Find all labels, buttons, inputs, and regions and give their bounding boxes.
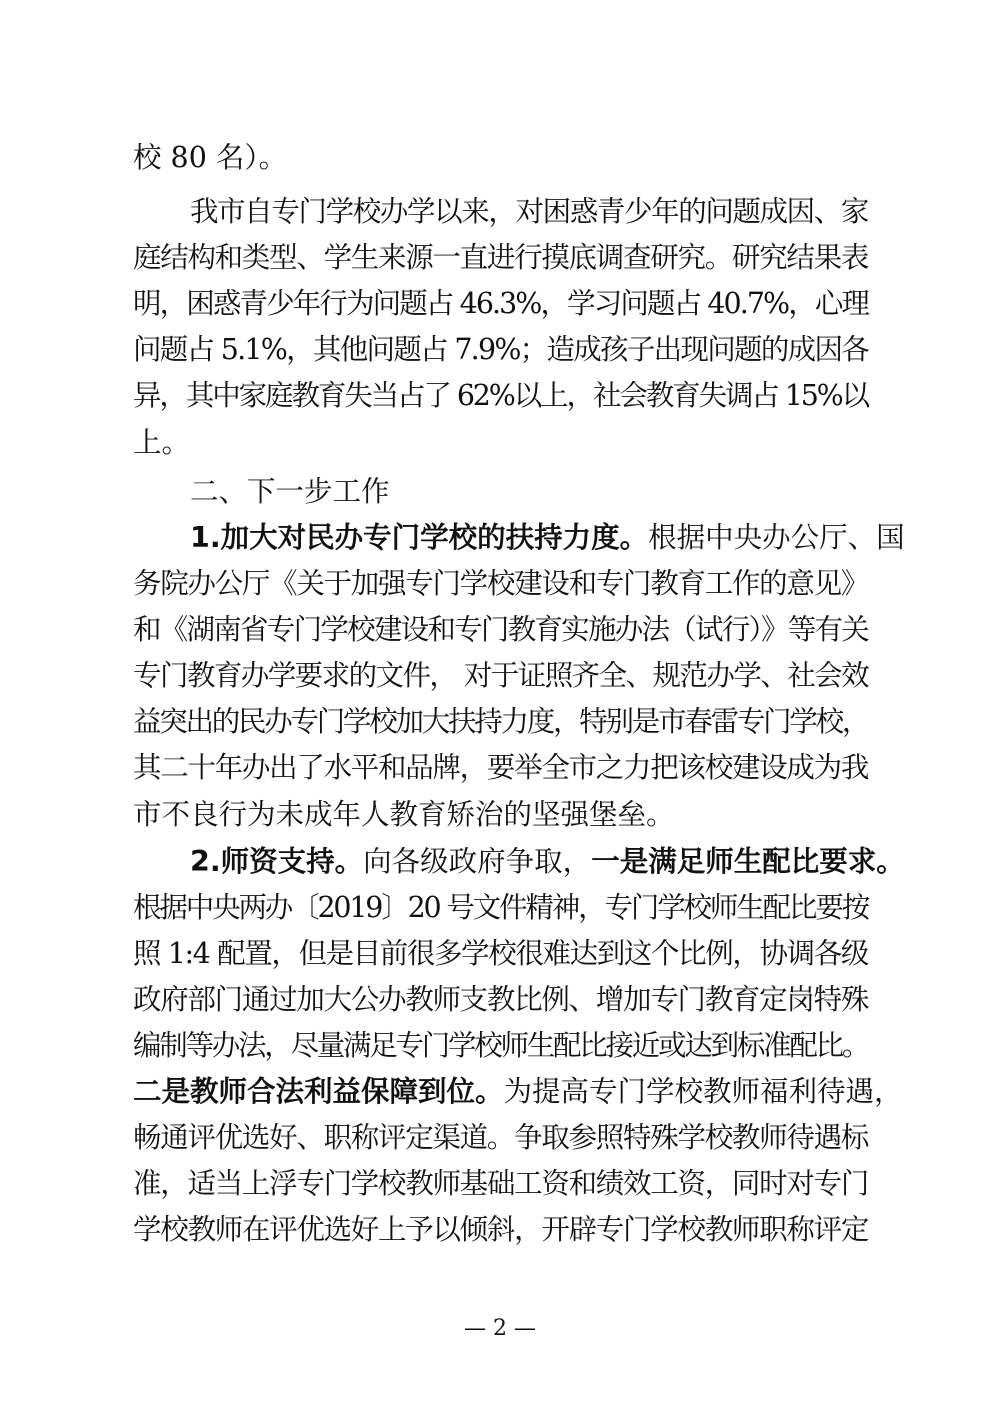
text-span: 我市自专门学校办学以来，对困惑青少年的问题成因、家 <box>190 195 868 228</box>
paragraph-line <box>133 1072 903 1112</box>
heading-text: 二、下一步工作 <box>190 475 390 508</box>
paragraph-line <box>133 564 868 604</box>
text-span: 市不良行为未成年人教育矫治的坚强堡垒。 <box>133 798 675 831</box>
paragraph-line <box>133 330 868 370</box>
text-span: 学校教师在评优选好上予以倾斜，开辟专门学校教师职称评定 <box>133 1213 868 1246</box>
paragraph-line <box>133 795 868 835</box>
page-number: — 2 — <box>464 1316 536 1341</box>
paragraph-line <box>190 192 868 232</box>
text-span: 为提高专门学校教师福利待遇， <box>503 1075 903 1108</box>
paragraph-line <box>190 842 905 882</box>
text-span: 向各级政府争取， <box>363 845 592 878</box>
text-span: 照 1:4 配置，但是目前很多学校很难达到这个比例，协调各级 <box>133 937 868 970</box>
paragraph-line <box>133 376 868 416</box>
paragraph-line <box>133 1026 868 1066</box>
text-span: 编制等办法，尽量满足专门学校师生配比接近或达到标准配比。 <box>133 1029 868 1062</box>
paragraph-line <box>190 518 905 558</box>
paragraph-line <box>133 610 868 650</box>
text-span: 根据中央办公厅、国 <box>648 521 905 554</box>
text-span: 益突出的民办专门学校加大扶持力度，特别是市春雷专门学校， <box>133 705 868 738</box>
text-span: 根据中央两办〔2019〕20 号文件精神，专门学校师生配比要按 <box>133 891 868 924</box>
paragraph-line <box>133 702 868 742</box>
paragraph-line <box>133 138 868 178</box>
paragraph-line <box>133 284 868 324</box>
text-span: 其二十年办出了水平和品牌，要举全市之力把该校建设成为我 <box>133 751 868 784</box>
text-span: 校 80 名）。 <box>133 141 288 174</box>
section-heading <box>190 472 925 512</box>
text-span: 专门教育办学要求的文件， 对于证照齐全、规范办学、社会效 <box>133 659 868 692</box>
text-span: 准，适当上浮专门学校教师基础工资和绩效工资，同时对专门 <box>133 1167 868 1200</box>
text-span: 务院办公厅《关于加强专门学校建设和专门教育工作的意见》 <box>133 567 868 600</box>
paragraph-line <box>133 1118 868 1158</box>
paragraph-line <box>133 423 868 463</box>
paragraph-line <box>133 888 868 928</box>
bold-phrase: 一是满足师生配比要求。 <box>591 845 905 878</box>
bold-lead: 2.师资支持。 <box>190 845 364 878</box>
paragraph-line <box>133 238 868 278</box>
text-span: 明，困惑青少年行为问题占 46.3%，学习问题占 40.7%，心理 <box>133 287 868 320</box>
bold-lead: 1.加大对民办专门学校的扶持力度。 <box>190 521 649 554</box>
text-span: 政府部门通过加大公办教师支教比例、增加专门教育定岗特殊 <box>133 983 868 1016</box>
bold-phrase: 二是教师合法利益保障到位。 <box>133 1075 504 1108</box>
paragraph-line <box>133 1210 868 1250</box>
paragraph-line <box>133 748 868 788</box>
text-span: 庭结构和类型、学生来源一直进行摸底调查研究。研究结果表 <box>133 241 868 274</box>
paragraph-line <box>133 656 868 696</box>
paragraph-line <box>133 1164 868 1204</box>
text-span: 上。 <box>133 426 191 459</box>
paragraph-line <box>133 980 868 1020</box>
paragraph-line <box>133 934 868 974</box>
text-span: 畅通评优选好、职称评定渠道。争取参照特殊学校教师待遇标 <box>133 1121 868 1154</box>
text-span: 异，其中家庭教育失当占了 62%以上，社会教育失调占 15%以 <box>133 379 868 412</box>
text-span: 问题占 5.1%，其他问题占 7.9%；造成孩子出现问题的成因各 <box>133 333 868 366</box>
text-span: 和《湖南省专门学校建设和专门教育实施办法（试行）》等有关 <box>133 613 868 646</box>
